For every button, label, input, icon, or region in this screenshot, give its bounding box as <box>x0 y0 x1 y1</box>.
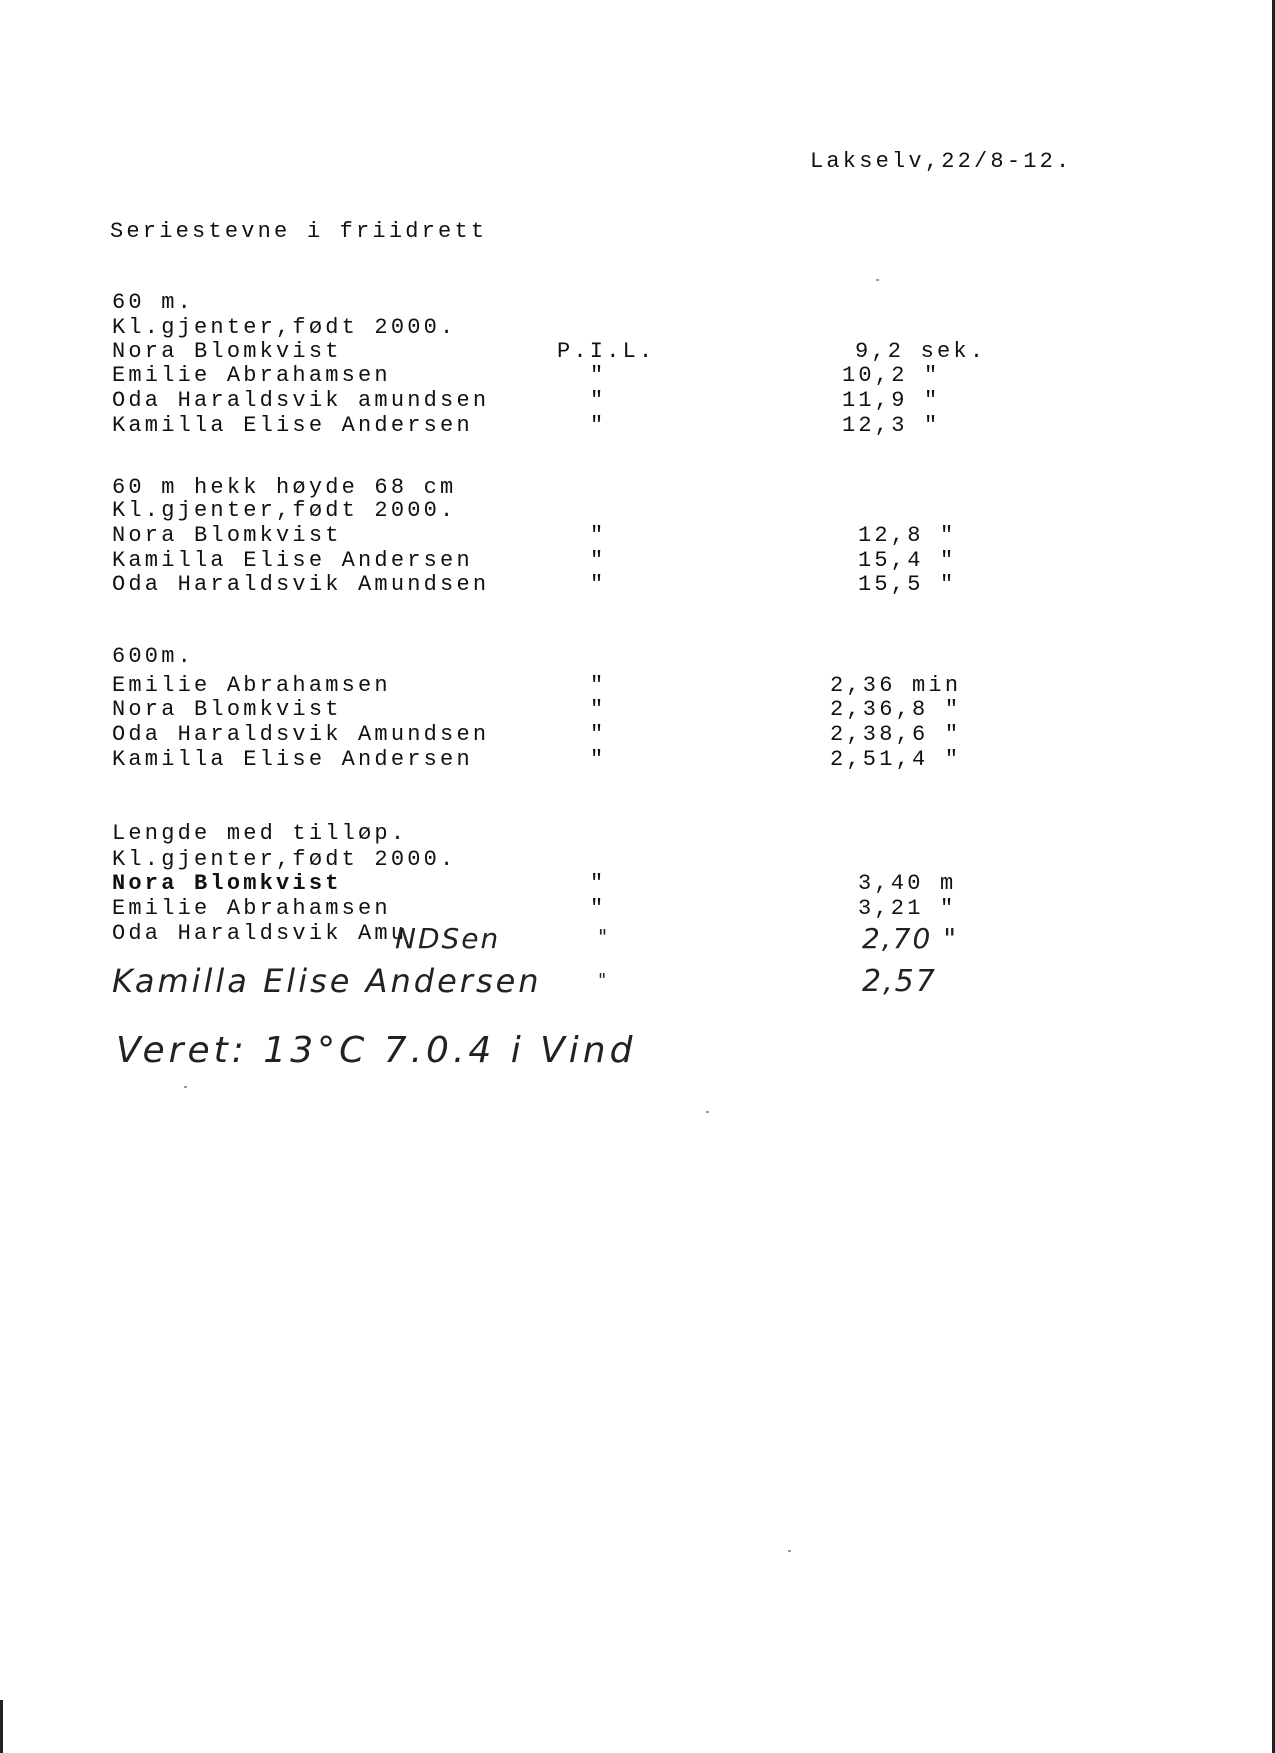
section-subheading: Kl.gjenter,født 2000. <box>112 847 457 872</box>
club-cell: " <box>590 871 607 896</box>
result-cell: 2,57 <box>862 964 937 999</box>
club-cell: " <box>598 925 610 949</box>
result-cell: 11,9 " <box>842 388 941 413</box>
athlete-name: Nora Blomkvist <box>112 523 342 548</box>
athlete-name: Emilie Abrahamsen <box>112 363 391 388</box>
athlete-name: Oda Haraldsvik amundsen <box>112 388 490 413</box>
club-cell: " <box>590 388 607 413</box>
section-heading: 60 m hekk høyde 68 cm <box>112 475 457 500</box>
club-cell: " <box>590 747 607 772</box>
result-cell: 2,70 " <box>862 922 959 955</box>
section-subheading: Kl.gjenter,født 2000. <box>112 315 457 340</box>
result-cell: 15,4 " <box>858 548 957 573</box>
result-cell: 2,36 min <box>830 673 962 698</box>
club-cell: " <box>590 413 607 438</box>
athlete-name: Nora Blomkvist <box>112 339 342 364</box>
athlete-name: Nora Blomkvist <box>112 697 342 722</box>
result-cell: 3,21 " <box>858 896 957 921</box>
result-cell: 10,2 " <box>842 363 941 388</box>
club-cell: " <box>590 697 607 722</box>
athlete-name-typed: Oda Haraldsvik Amu <box>112 921 408 946</box>
athlete-name: Kamilla Elise Andersen <box>112 747 473 772</box>
club-cell: " <box>590 548 607 573</box>
club-cell: " <box>590 572 607 597</box>
section-subheading: Kl.gjenter,født 2000. <box>112 498 457 523</box>
section-heading: 60 m. <box>112 290 195 315</box>
result-cell: 12,3 " <box>842 413 941 438</box>
result-cell: 15,5 " <box>858 572 957 597</box>
result-cell: 12,8 " <box>858 523 957 548</box>
club-cell: " <box>590 523 607 548</box>
athlete-name-handwritten: NDSen <box>395 922 501 955</box>
result-cell: 9,2 sek. <box>855 339 987 364</box>
club-cell: " <box>598 970 609 991</box>
athlete-name: Emilie Abrahamsen <box>112 673 391 698</box>
athlete-name-handwritten: Kamilla Elise Andersen <box>112 962 542 1000</box>
athlete-name: Kamilla Elise Andersen <box>112 413 473 438</box>
athlete-name: Oda Haraldsvik Amundsen <box>112 722 490 747</box>
scan-edge-left <box>0 1700 3 1753</box>
athlete-name: Oda Haraldsvik Amundsen <box>112 572 490 597</box>
scan-speck <box>184 1086 187 1088</box>
scan-speck <box>788 1550 791 1552</box>
club-cell: " <box>590 896 607 921</box>
athlete-name: Nora Blomkvist <box>112 871 342 896</box>
document-title: Seriestevne i friidrett <box>110 219 488 244</box>
handwritten-weather-note: Veret: 13°C 7.0.4 i Vind <box>116 1030 637 1071</box>
section-heading: 600m. <box>112 644 195 669</box>
section-heading: Lengde med tilløp. <box>112 821 408 846</box>
club-cell: " <box>590 363 607 388</box>
club-cell: " <box>590 673 607 698</box>
date-line: Lakselv,22/8-12. <box>810 149 1073 174</box>
club-cell: " <box>590 722 607 747</box>
result-cell: 3,40 m <box>858 871 957 896</box>
result-cell: 2,36,8 " <box>830 697 962 722</box>
result-cell: 2,38,6 " <box>830 722 962 747</box>
result-cell: 2,51,4 " <box>830 747 962 772</box>
athlete-name: Kamilla Elise Andersen <box>112 548 473 573</box>
club-cell: P.I.L. <box>557 339 656 364</box>
athlete-name: Emilie Abrahamsen <box>112 896 391 921</box>
scan-speck <box>706 1111 709 1113</box>
scan-speck <box>876 279 879 281</box>
